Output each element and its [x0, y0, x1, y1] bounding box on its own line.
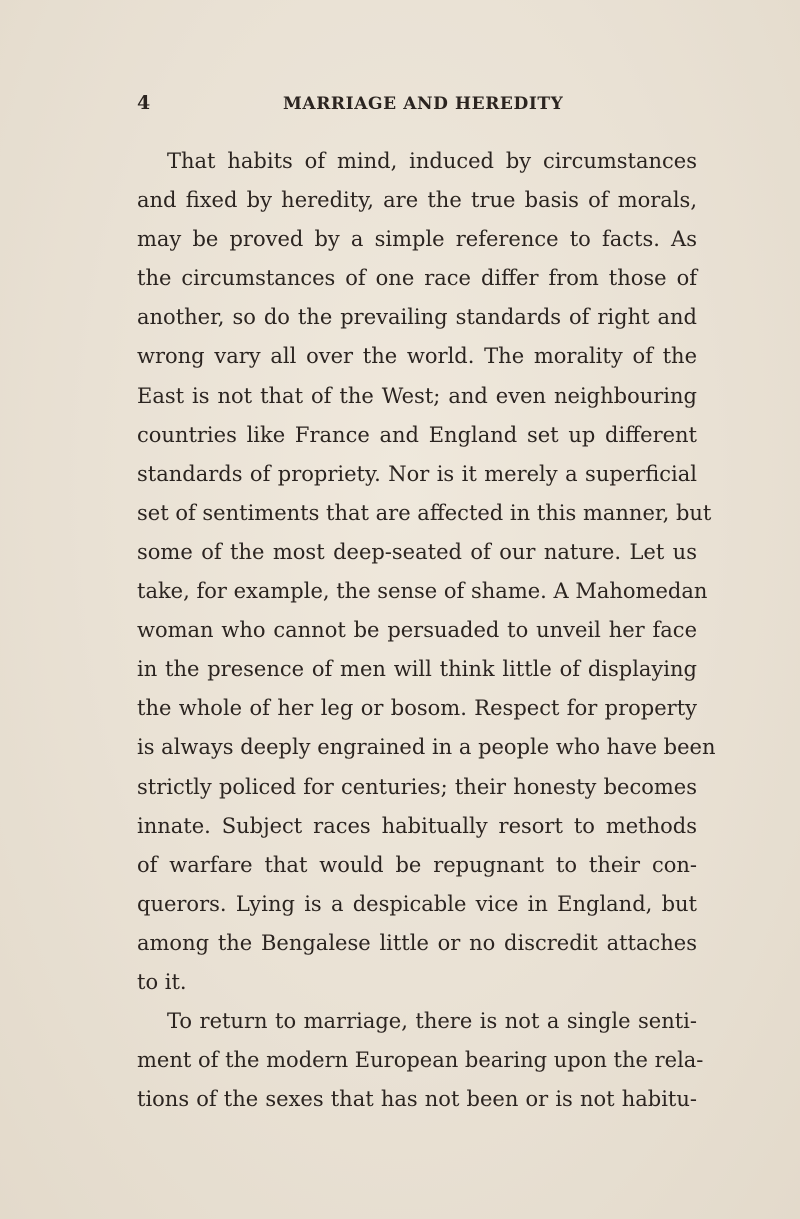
- page-header: [137, 92, 697, 122]
- text-line: among the Bengalese little or no discredit attaches: [137, 930, 697, 955]
- text-line: ment of the modern European bearing upon the rela-: [137, 1048, 704, 1073]
- text-line: strictly policed for centuries; their honesty becomes: [137, 774, 697, 799]
- text-line: East is not that of the West; and even neighbouring: [137, 383, 697, 408]
- text-line: the circumstances of one race differ from those of: [137, 266, 697, 291]
- paragraph-1: [137, 142, 716, 1002]
- running-head: MARRIAGE AND HEREDITY: [283, 94, 564, 114]
- text-line: woman who cannot be persuaded to unveil her face: [137, 618, 697, 643]
- text-line: take, for example, the sense of shame. A Mahomedan: [137, 579, 708, 604]
- text-line: is always deeply engrained in a people who have been: [137, 735, 716, 760]
- text-line: wrong vary all over the world. The morality of the: [137, 344, 697, 369]
- paragraph-2: [137, 1002, 704, 1119]
- text-line: to it.: [137, 969, 187, 994]
- text-line: may be proved by a simple reference to facts. As: [137, 227, 697, 252]
- text-line: countries like France and England set up different: [137, 422, 697, 447]
- text-line: the whole of her leg or bosom. Respect for property: [137, 696, 697, 721]
- page-number: 4: [137, 92, 151, 114]
- text-line: To return to marriage, there is not a single senti-: [167, 1009, 697, 1034]
- text-line: set of sentiments that are affected in this manner, but: [137, 500, 712, 525]
- text-line: and fixed by heredity, are the true basis of morals,: [137, 188, 697, 213]
- text-line: another, so do the prevailing standards of right and: [137, 305, 697, 330]
- text-line: some of the most deep-seated of our nature. Let us: [137, 539, 697, 564]
- text-line: querors. Lying is a despicable vice in England, but: [137, 891, 697, 916]
- text-line: That habits of mind, induced by circumstances: [167, 149, 697, 173]
- text-line: innate. Subject races habitually resort to methods: [137, 813, 697, 838]
- text-line: in the presence of men will think little of displaying: [137, 657, 697, 682]
- text-line: tions of the sexes that has not been or is not habitu-: [137, 1087, 697, 1112]
- text-line: standards of propriety. Nor is it merely a superficial: [137, 461, 697, 486]
- text-line: of warfare that would be repugnant to their con-: [137, 852, 697, 877]
- body-text: [137, 142, 716, 1119]
